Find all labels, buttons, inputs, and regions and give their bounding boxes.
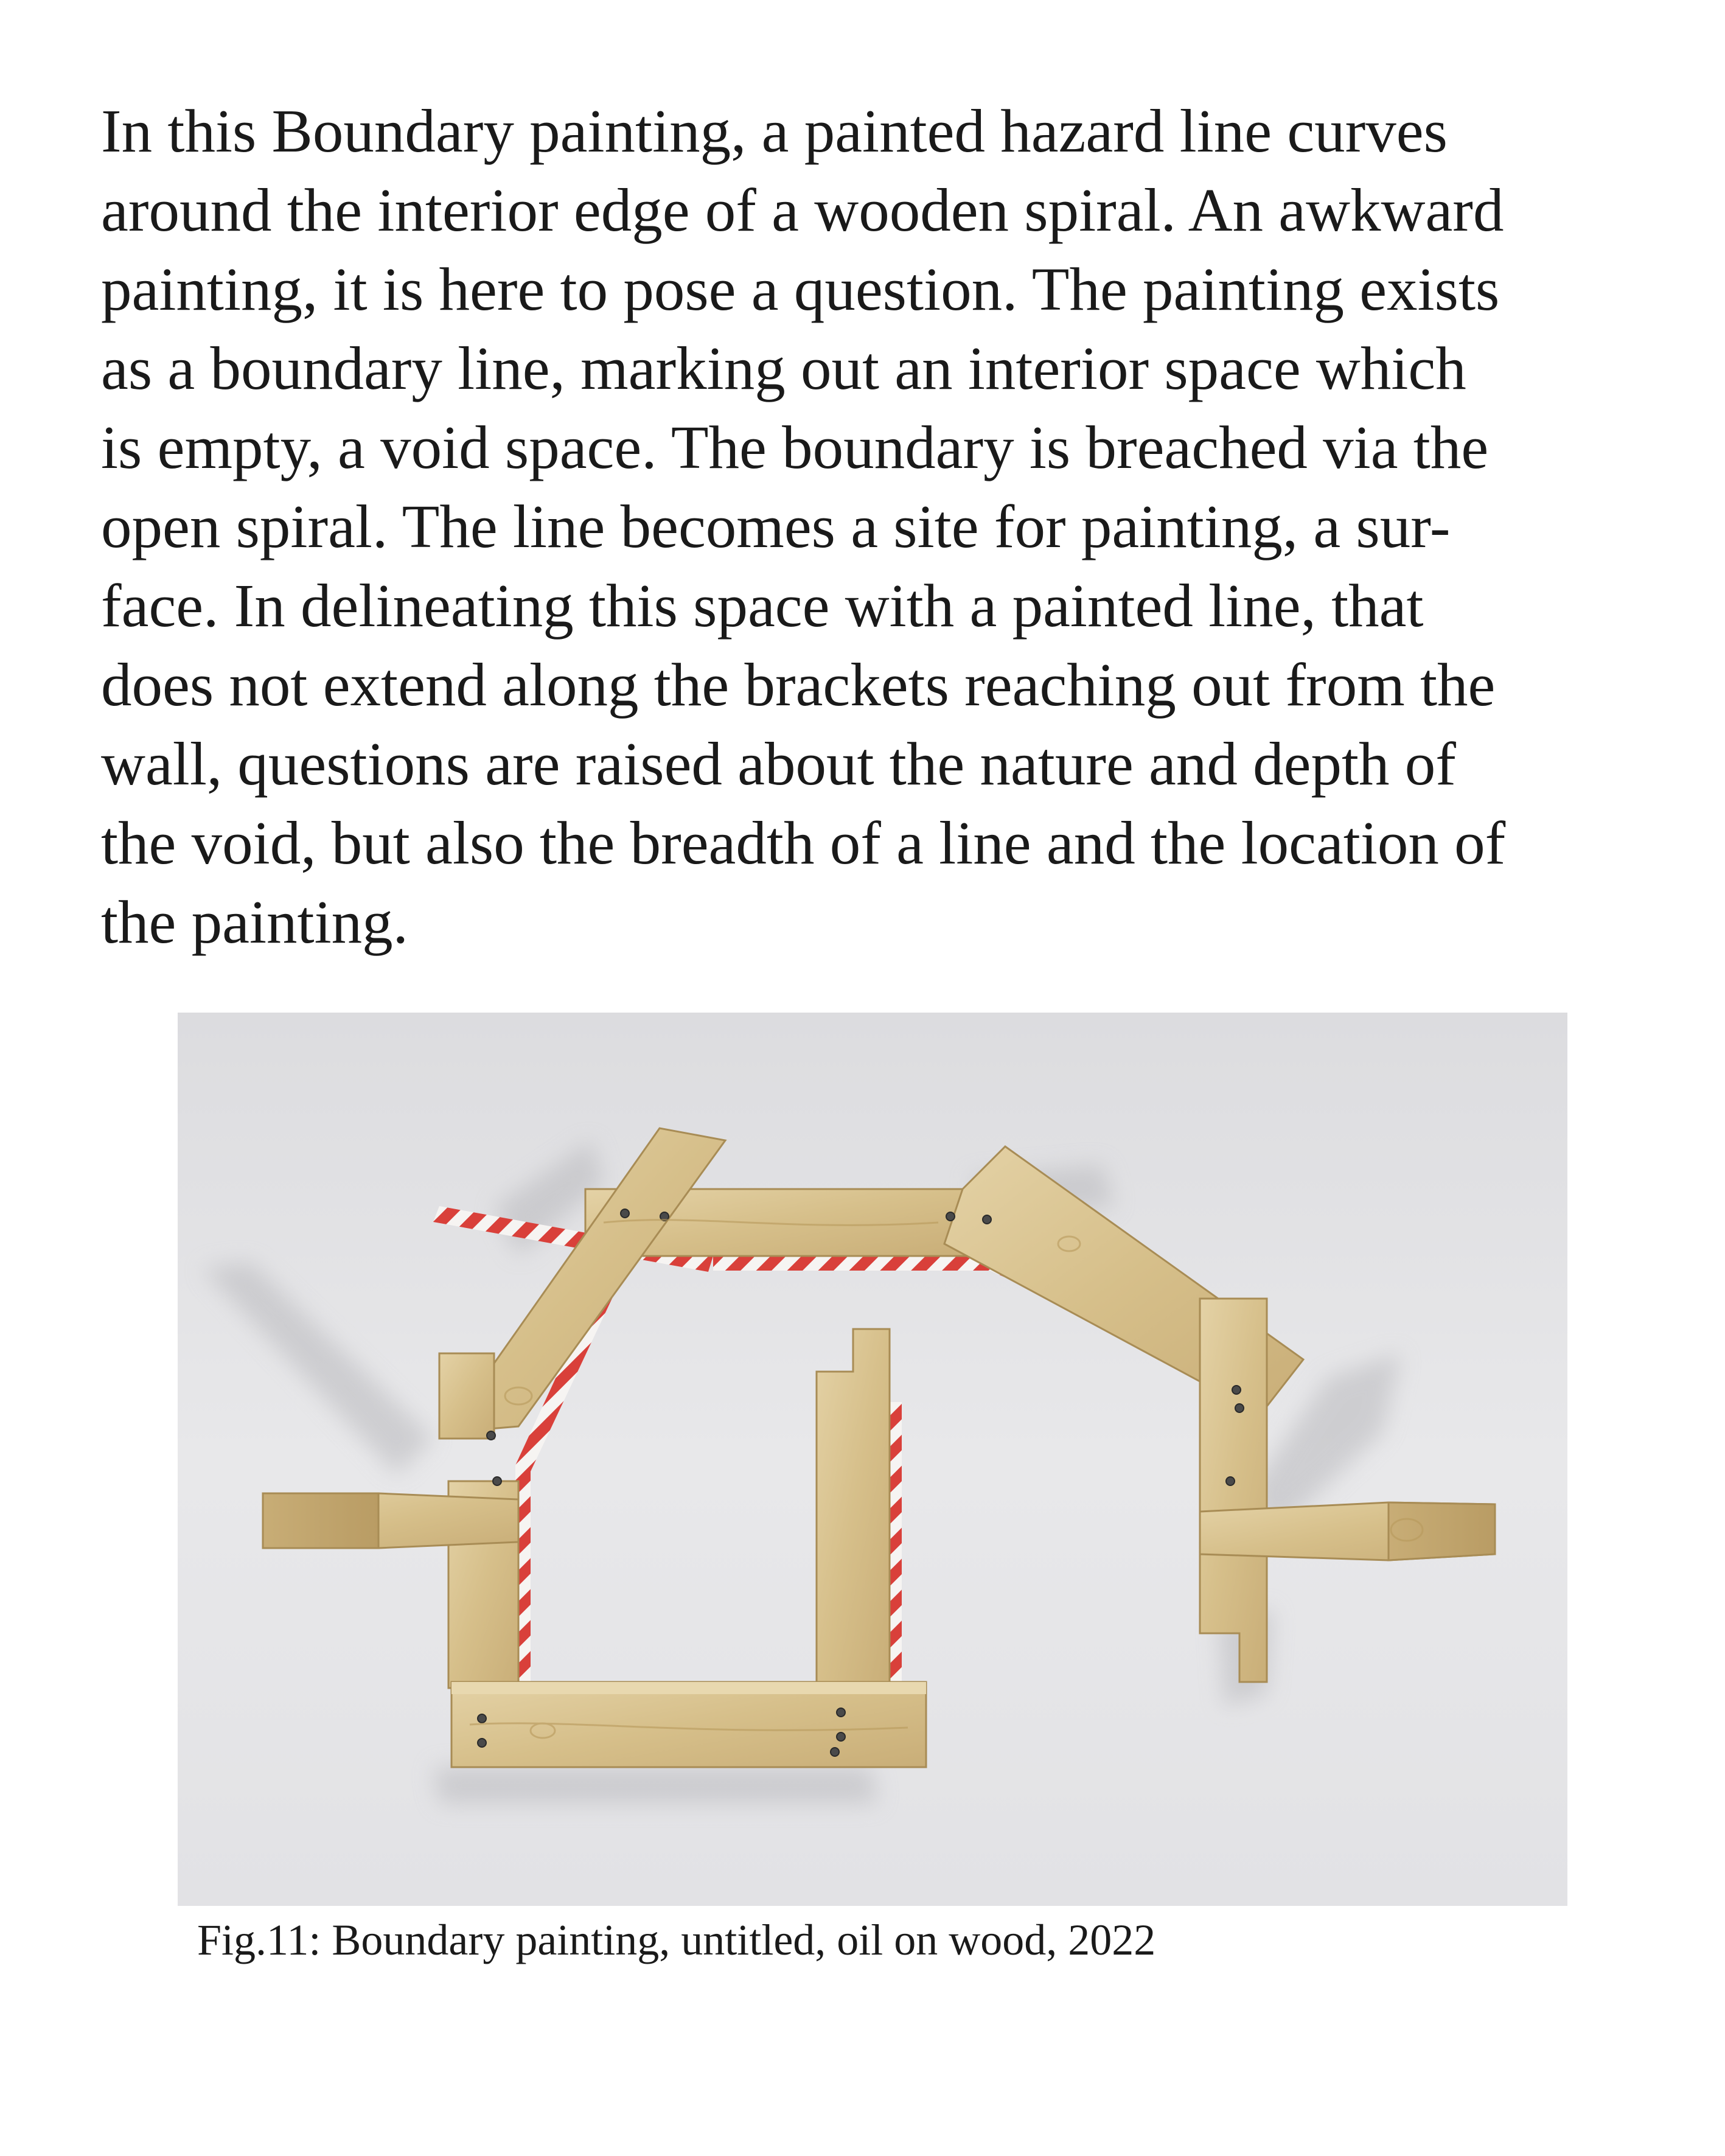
paragraph-line: painting, it is here to pose a question. The painting exists xyxy=(101,255,1500,323)
paragraph-line: wall, questions are raised about the nature and depth of xyxy=(101,730,1456,798)
body-paragraph xyxy=(101,91,1659,961)
boundary-painting-image xyxy=(178,1013,1567,1906)
screw xyxy=(946,1212,955,1221)
wood-post-center xyxy=(817,1329,890,1688)
screw xyxy=(478,1714,486,1723)
screw xyxy=(1226,1477,1235,1485)
paragraph-line: the painting. xyxy=(101,888,408,956)
screw xyxy=(493,1477,501,1485)
wood-beam-bottom xyxy=(451,1682,926,1767)
paragraph-line: face. In delineating this space with a painted line, that xyxy=(101,571,1424,640)
artwork-photo xyxy=(178,1013,1567,1906)
screw xyxy=(837,1708,845,1717)
screw xyxy=(831,1748,839,1756)
wood-post-right xyxy=(1200,1299,1267,1682)
paragraph-line: around the interior edge of a wooden spiral. An awkward xyxy=(101,176,1504,244)
screw xyxy=(621,1209,629,1218)
paragraph-line: open spiral. The line becomes a site for painting, a sur- xyxy=(101,492,1451,560)
paragraph-line: does not extend along the brackets reaching out from the xyxy=(101,651,1496,719)
paragraph-line: In this Boundary painting, a painted hazard line curves xyxy=(101,97,1448,165)
screw xyxy=(478,1739,486,1747)
screw xyxy=(1232,1386,1241,1394)
screw xyxy=(1235,1404,1244,1412)
paragraph-line: as a boundary line, marking out an interior space which xyxy=(101,334,1466,402)
wood-post-left-top xyxy=(439,1353,494,1439)
paragraph-line: the void, but also the breadth of a line and the location of xyxy=(101,809,1506,877)
figure-caption: Fig.11: Boundary painting, untitled, oil on wood, 2022 xyxy=(197,1916,1156,1964)
screw xyxy=(487,1431,495,1440)
paragraph-line: is empty, a void space. The boundary is breached via the xyxy=(101,413,1489,481)
screw xyxy=(983,1215,991,1224)
screw xyxy=(837,1732,845,1741)
